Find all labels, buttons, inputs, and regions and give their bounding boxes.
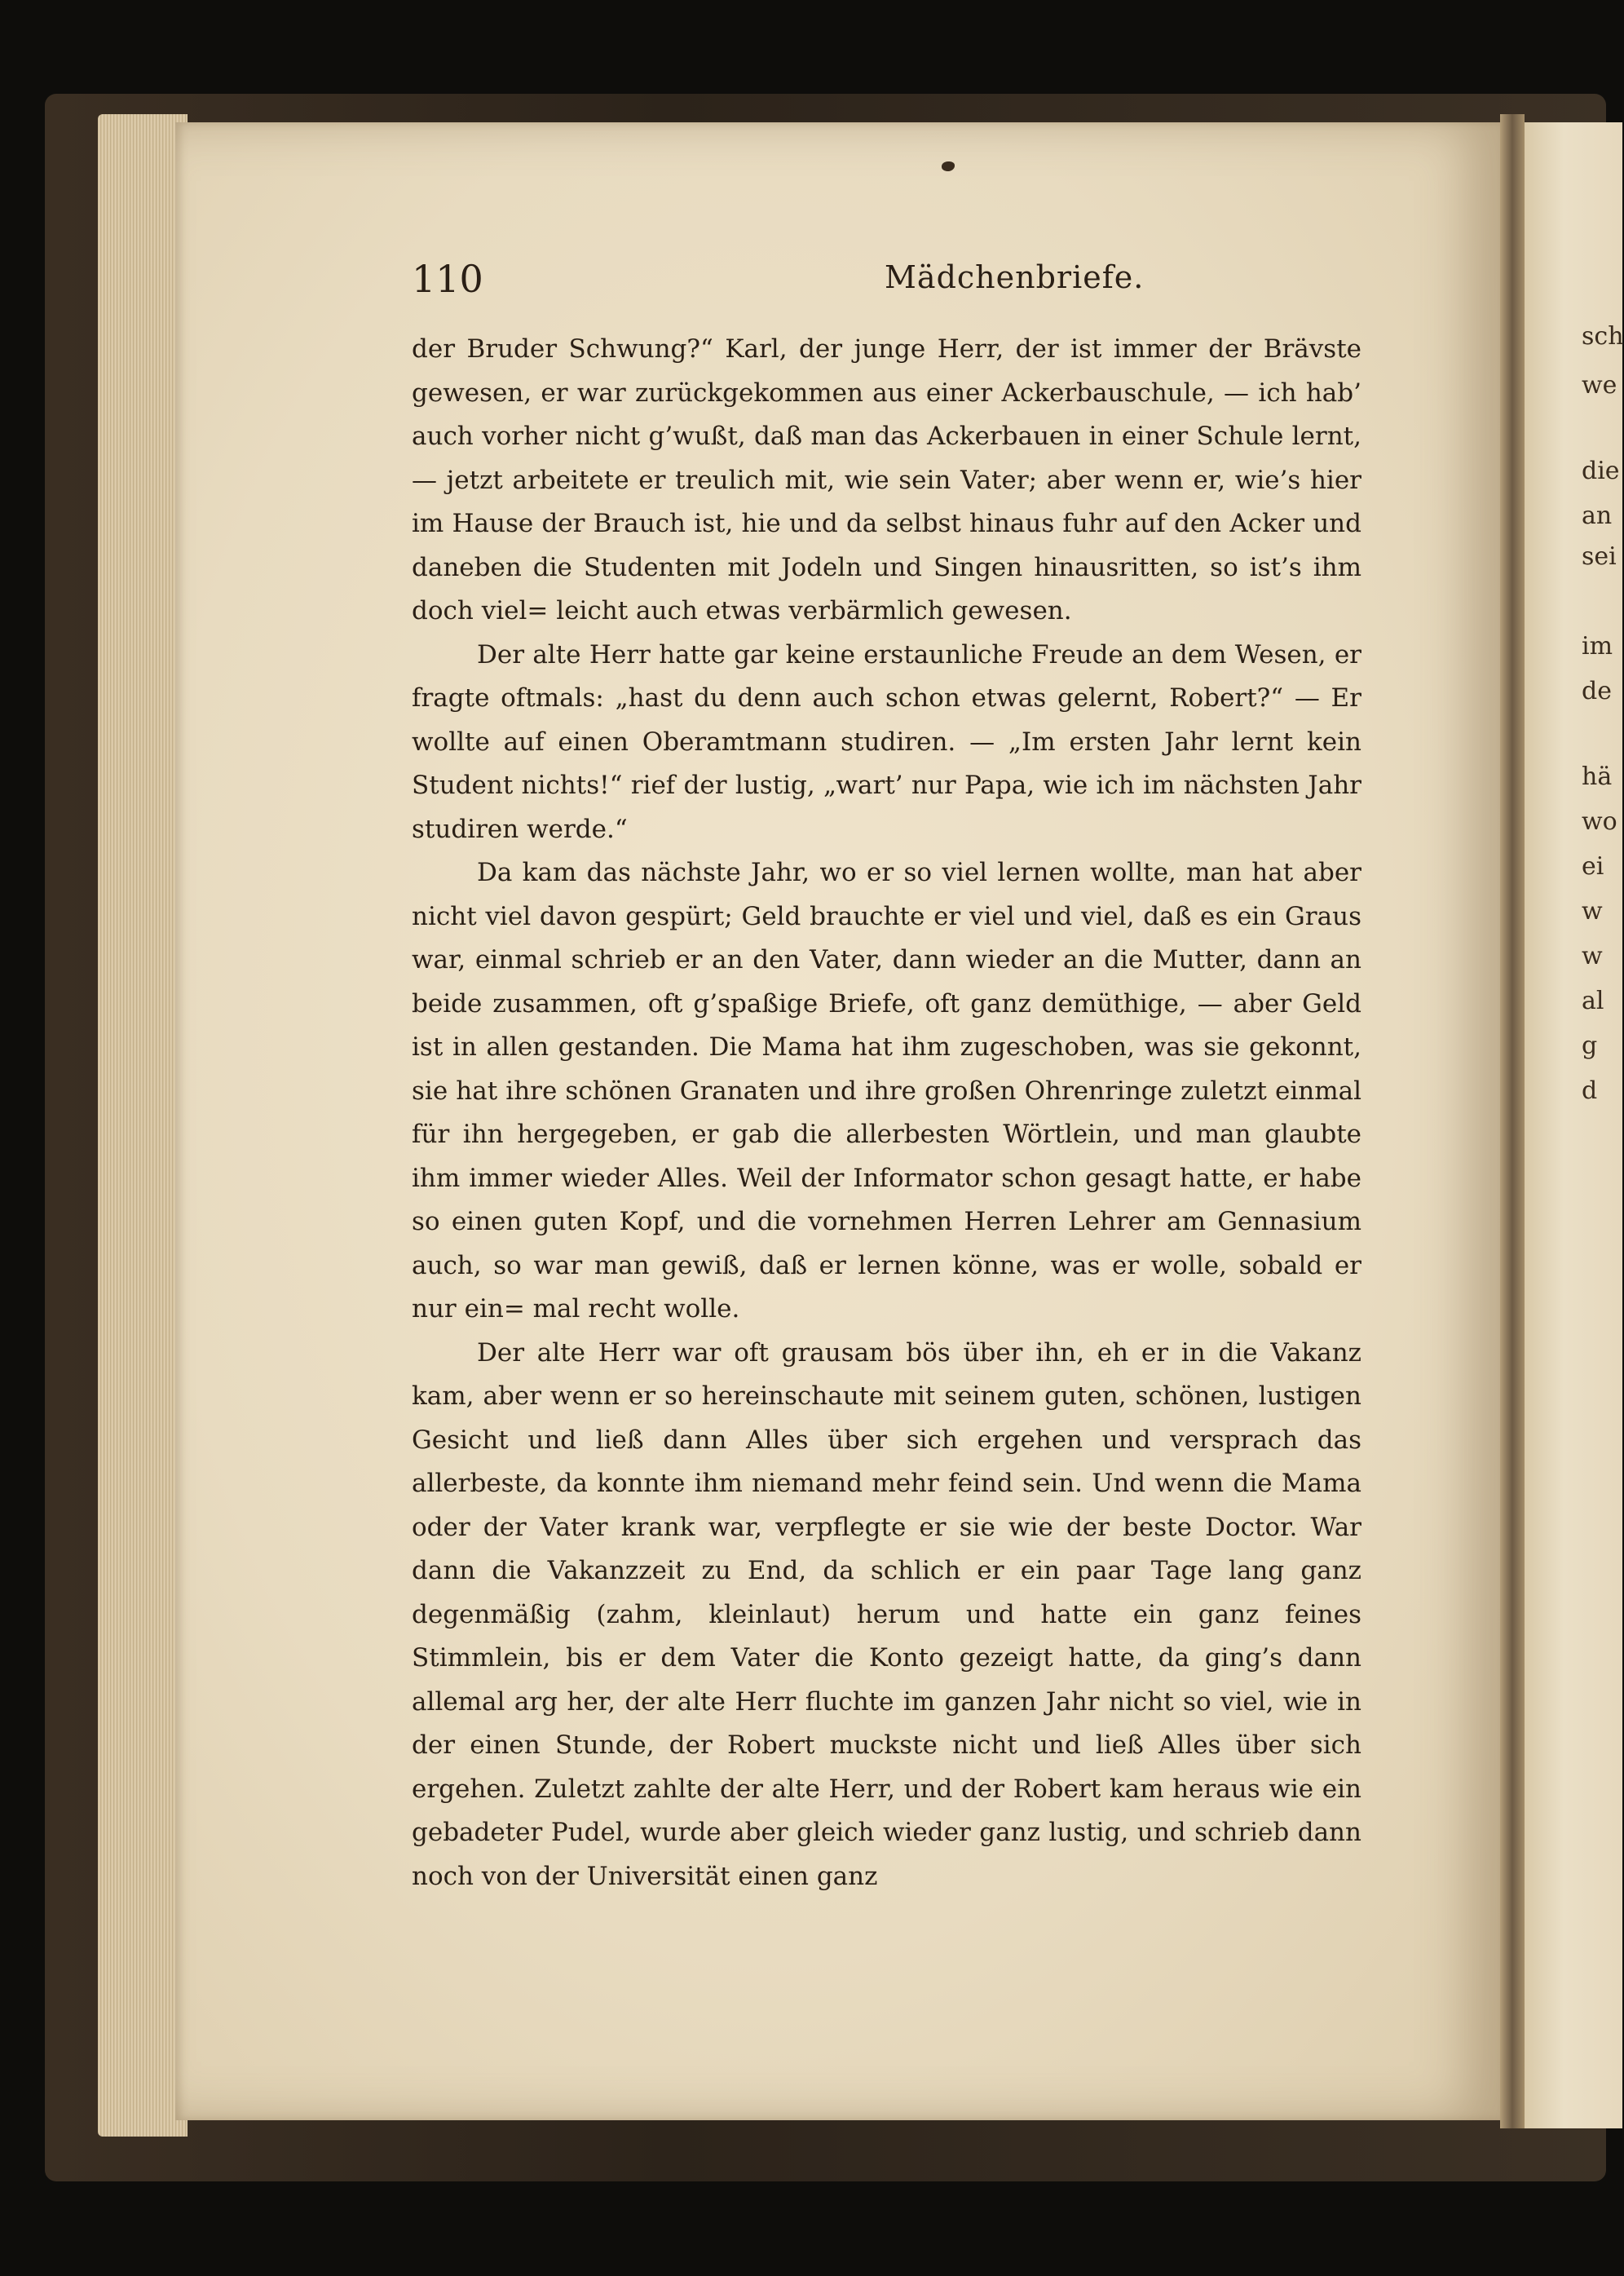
body-text <box>412 328 1361 1898</box>
book-gutter <box>1500 114 1525 2128</box>
facing-fragment: g <box>1582 1032 1598 1060</box>
facing-fragment: de <box>1582 677 1612 705</box>
paragraph-3: Da kam das nächste Jahr, wo er so viel lernen wollte, man hat aber nicht viel davon gespürt; Geld brauchte er viel und viel, daß es ein Graus war, einmal schrieb er an den Vater, dann wieder an die Mutter, dann an beide zusammen, oft g’spaßige Briefe, oft ganz demüthige, — aber Geld ist in allen gestanden. Die Mama hat ihm zugeschoben, was sie gekonnt, sie hat ihre schönen Granaten und ihre großen Ohrenringe zuletzt einmal für ihn hergegeben, er gab die allerbesten Wörtlein, und man glaubte ihm immer wieder Alles. Weil der Informator schon gesagt hatte, er habe so einen guten Kopf, und die vornehmen Herren Lehrer am Gennasium auch, so war man gewiß, daß er lernen könne, was er wolle, sobald er nur ein= mal recht wolle. <box>412 858 1361 1324</box>
paragraph-4: Der alte Herr war oft grausam bös über ihn, eh er in die Vakanz kam, aber wenn er so hereinschaute mit seinem guten, schönen, lustigen Gesicht und ließ dann Alles über sich ergehen und versprach das allerbeste, da konnte ihm niemand mehr feind sein. Und wenn die Mama oder der Vater krank war, verpflegte er sie wie der beste Doctor. War dann die Vakanzzeit zu End, da schlich er ein paar Tage lang ganz degenmäßig (zahm, kleinlaut) herum und hatte ein ganz feines Stimmlein, bis er dem Vater die Konto gezeigt hatte, da ging’s dann allemal arg her, der alte Herr fluchte im ganzen Jahr nicht so viel, wie in der einen Stunde, der Robert muckste nicht und ließ Alles über sich ergehen. Zuletzt zahlte der alte Herr, und der Robert kam heraus wie ein gebadeter Pudel, wurde aber gleich wieder ganz lustig, und schrieb dann noch von der Universität einen ganz <box>412 1337 1361 1891</box>
paragraph-2: Der alte Herr hatte gar keine erstaunliche Freude an dem Wesen, er fragte oftmals: „hast du denn auch schon etwas gelernt, Robert?“ — Er wollte auf einen Oberamtmann studiren. — „Im ersten Jahr lernt kein Student nichts!“ rief der lustig, „wart’ nur Papa, wie ich im nächsten Jahr studiren werde.“ <box>412 639 1361 844</box>
facing-fragment: sch <box>1582 322 1624 351</box>
facing-fragment: sei <box>1582 542 1617 571</box>
facing-fragment: ei <box>1582 852 1604 881</box>
facing-fragment: im <box>1582 632 1613 661</box>
facing-fragment: hä <box>1582 762 1613 791</box>
running-head: Mädchenbriefe. <box>885 259 1145 295</box>
page-number: 110 <box>412 257 483 301</box>
facing-fragment: w <box>1582 942 1603 970</box>
facing-fragment: al <box>1582 987 1604 1015</box>
recto-page <box>1525 122 1622 2128</box>
facing-fragment: die <box>1582 457 1620 485</box>
facing-fragment: wo <box>1582 807 1617 836</box>
facing-fragment: w <box>1582 897 1603 926</box>
paragraph-1: der Bruder Schwung?“ Karl, der junge Herr, der ist immer der Brävste gewesen, er war zurückgekommen aus einer Ackerbauschule, — ich hab’ auch vorher nicht g’wußt, daß man das Ackerbauen in einer Schule lernt, — jetzt arbeitete er treulich mit, wie sein Vater; aber wenn er, wie’s hier im Hause der Brauch ist, hie und da selbst hinaus fuhr auf den Acker und daneben die Studenten mit Jodeln und Singen hinausritten, so ist’s ihm doch viel= leicht auch etwas verbärmlich gewesen. <box>412 334 1361 625</box>
page-edges <box>98 114 188 2137</box>
facing-fragment: an <box>1582 502 1613 530</box>
facing-fragment: d <box>1582 1076 1598 1105</box>
facing-fragment: we <box>1582 371 1617 400</box>
